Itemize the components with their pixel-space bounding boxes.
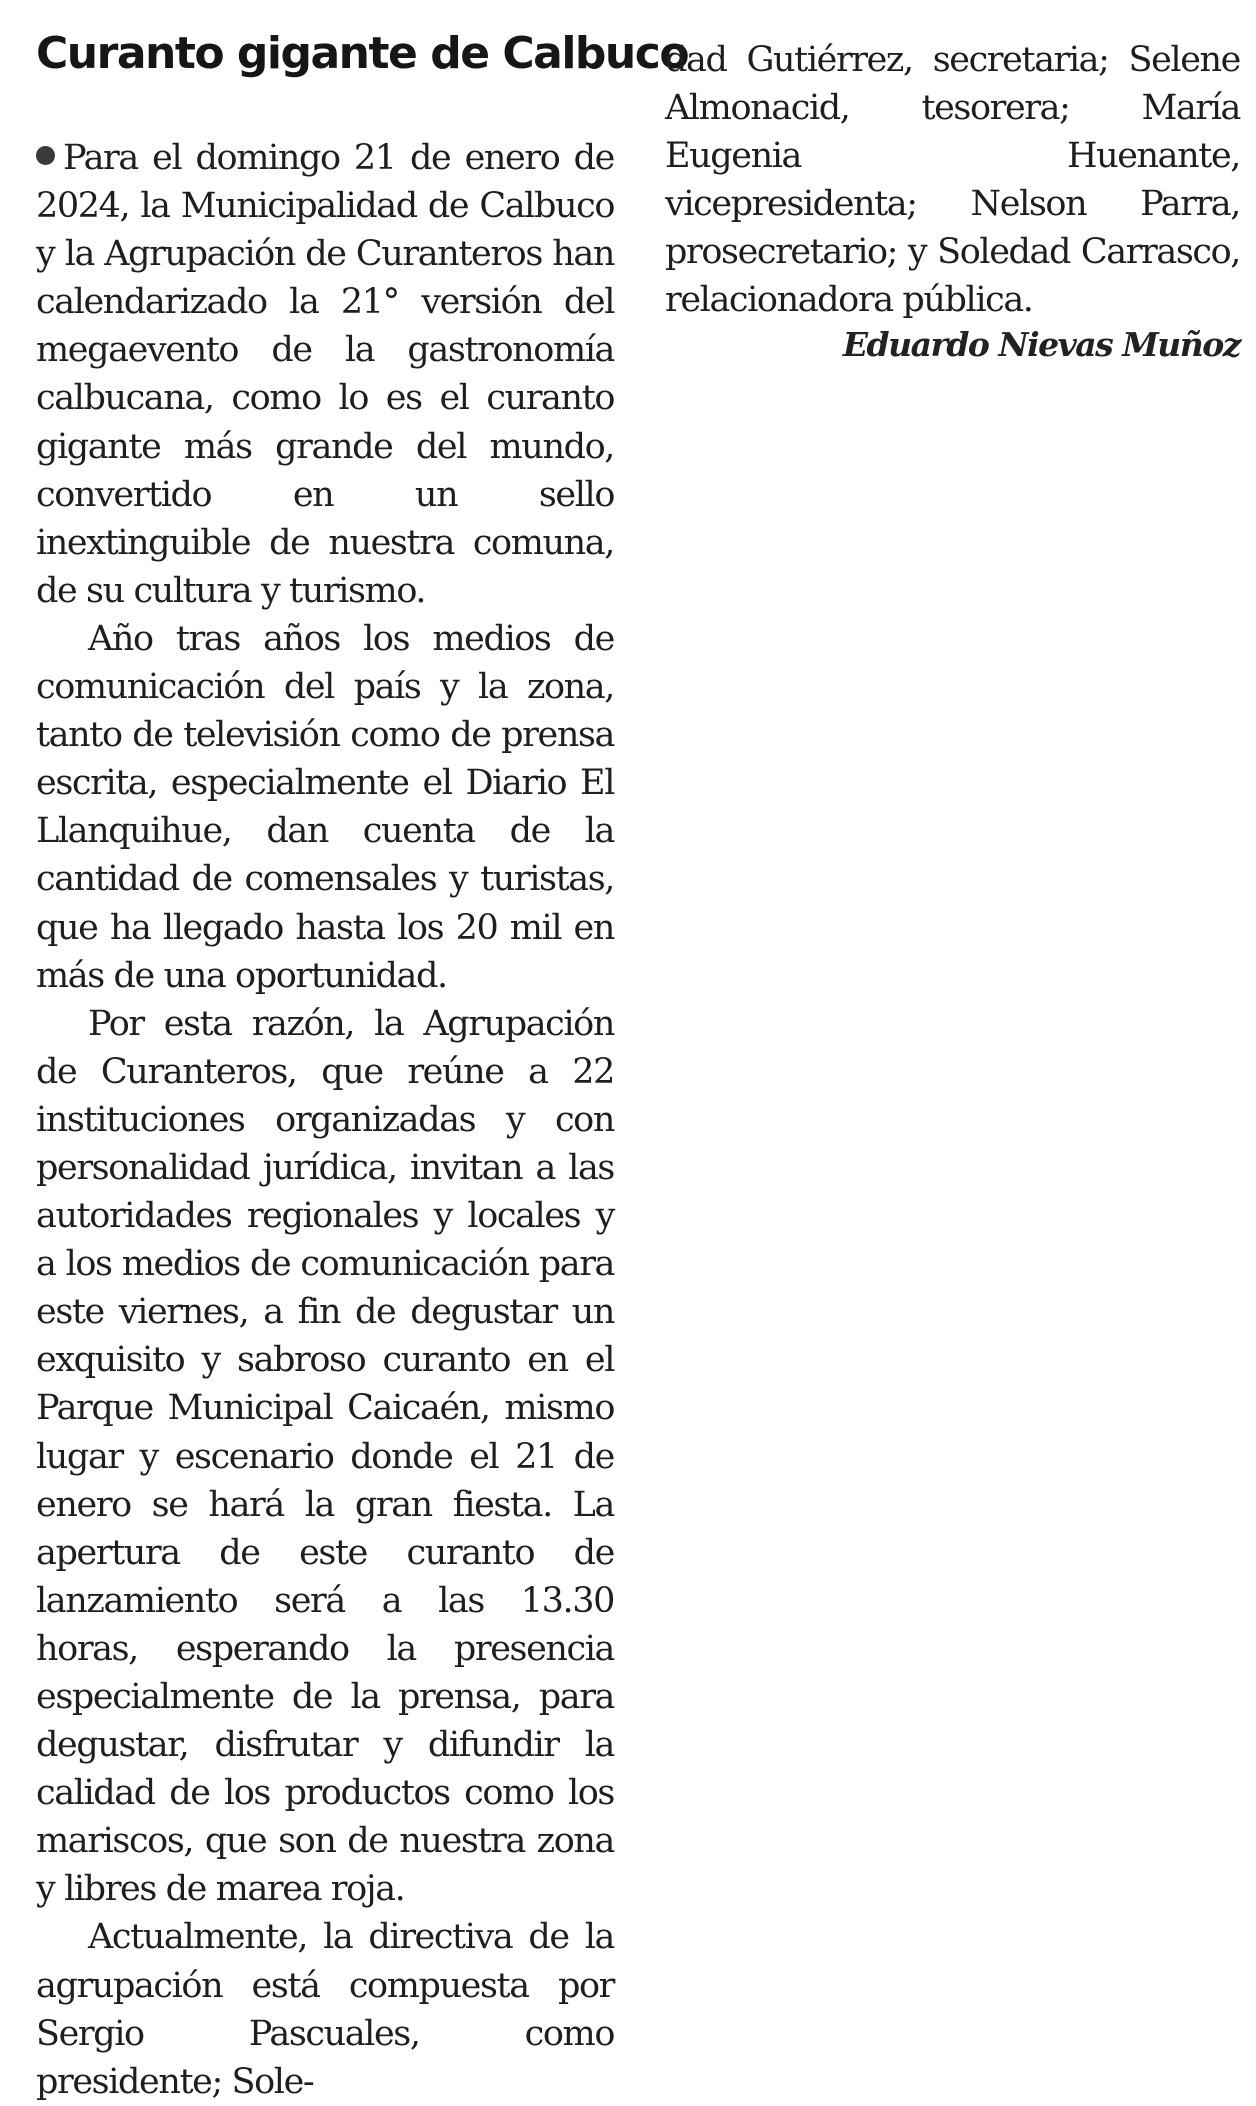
article-paragraph-1-text: Para el domingo 21 de enero de 2024, la Municipalidad de Calbuco y la Agrupación de Curanteros han calendarizado la 21° versión del megaevento de la gastronomía calbucana, como lo es el curanto gigante más grande del mundo, convertido en un sello inextinguible de nuestra comuna, de su cultura y turismo. [36, 138, 614, 611]
article-headline: Curanto gigante de Calbuco [36, 28, 689, 79]
article-byline: Eduardo Nievas Muñoz [842, 325, 1240, 364]
article-column-right [665, 36, 1240, 325]
bullet-icon [36, 146, 55, 165]
article-column-left [36, 134, 614, 2106]
article-paragraph-4: Actualmente, la directiva de la agrupación está compuesta por Sergio Pascuales, como presidente; Sole- [36, 1917, 614, 2102]
article-paragraph-1 [36, 134, 614, 615]
article-paragraph-continuation: dad Gutiérrez, secretaria; Selene Almonacid, tesorera; María Eugenia Huenante, vicepresidenta; Nelson Parra, prosecretario; y Soledad Carrasco, relacionadora pública. [665, 40, 1240, 321]
article-paragraph-3: Por esta razón, la Agrupación de Curanteros, que reúne a 22 instituciones organizadas y con personalidad jurídica, invitan a las autoridades regionales y locales y a los medios de comunicación para este viernes, a fin de degustar un exquisito y sabroso curanto en el Parque Municipal Caicaén, mismo lugar y escenario donde el 21 de enero se hará la gran fiesta. La apertura de este curanto de lanzamiento será a las 13.30 horas, esperando la presencia especialmente de la prensa, para degustar, disfrutar y difundir la calidad de los productos como los mariscos, que son de nuestra zona y libres de marea roja. [36, 1003, 614, 1910]
article-paragraph-2: Año tras años los medios de comunicación del país y la zona, tanto de televisión como de prensa escrita, especialmente el Diario El Llanquihue, dan cuenta de la cantidad de comensales y turistas, que ha llegado hasta los 20 mil en más de una oportunidad. [36, 618, 614, 996]
